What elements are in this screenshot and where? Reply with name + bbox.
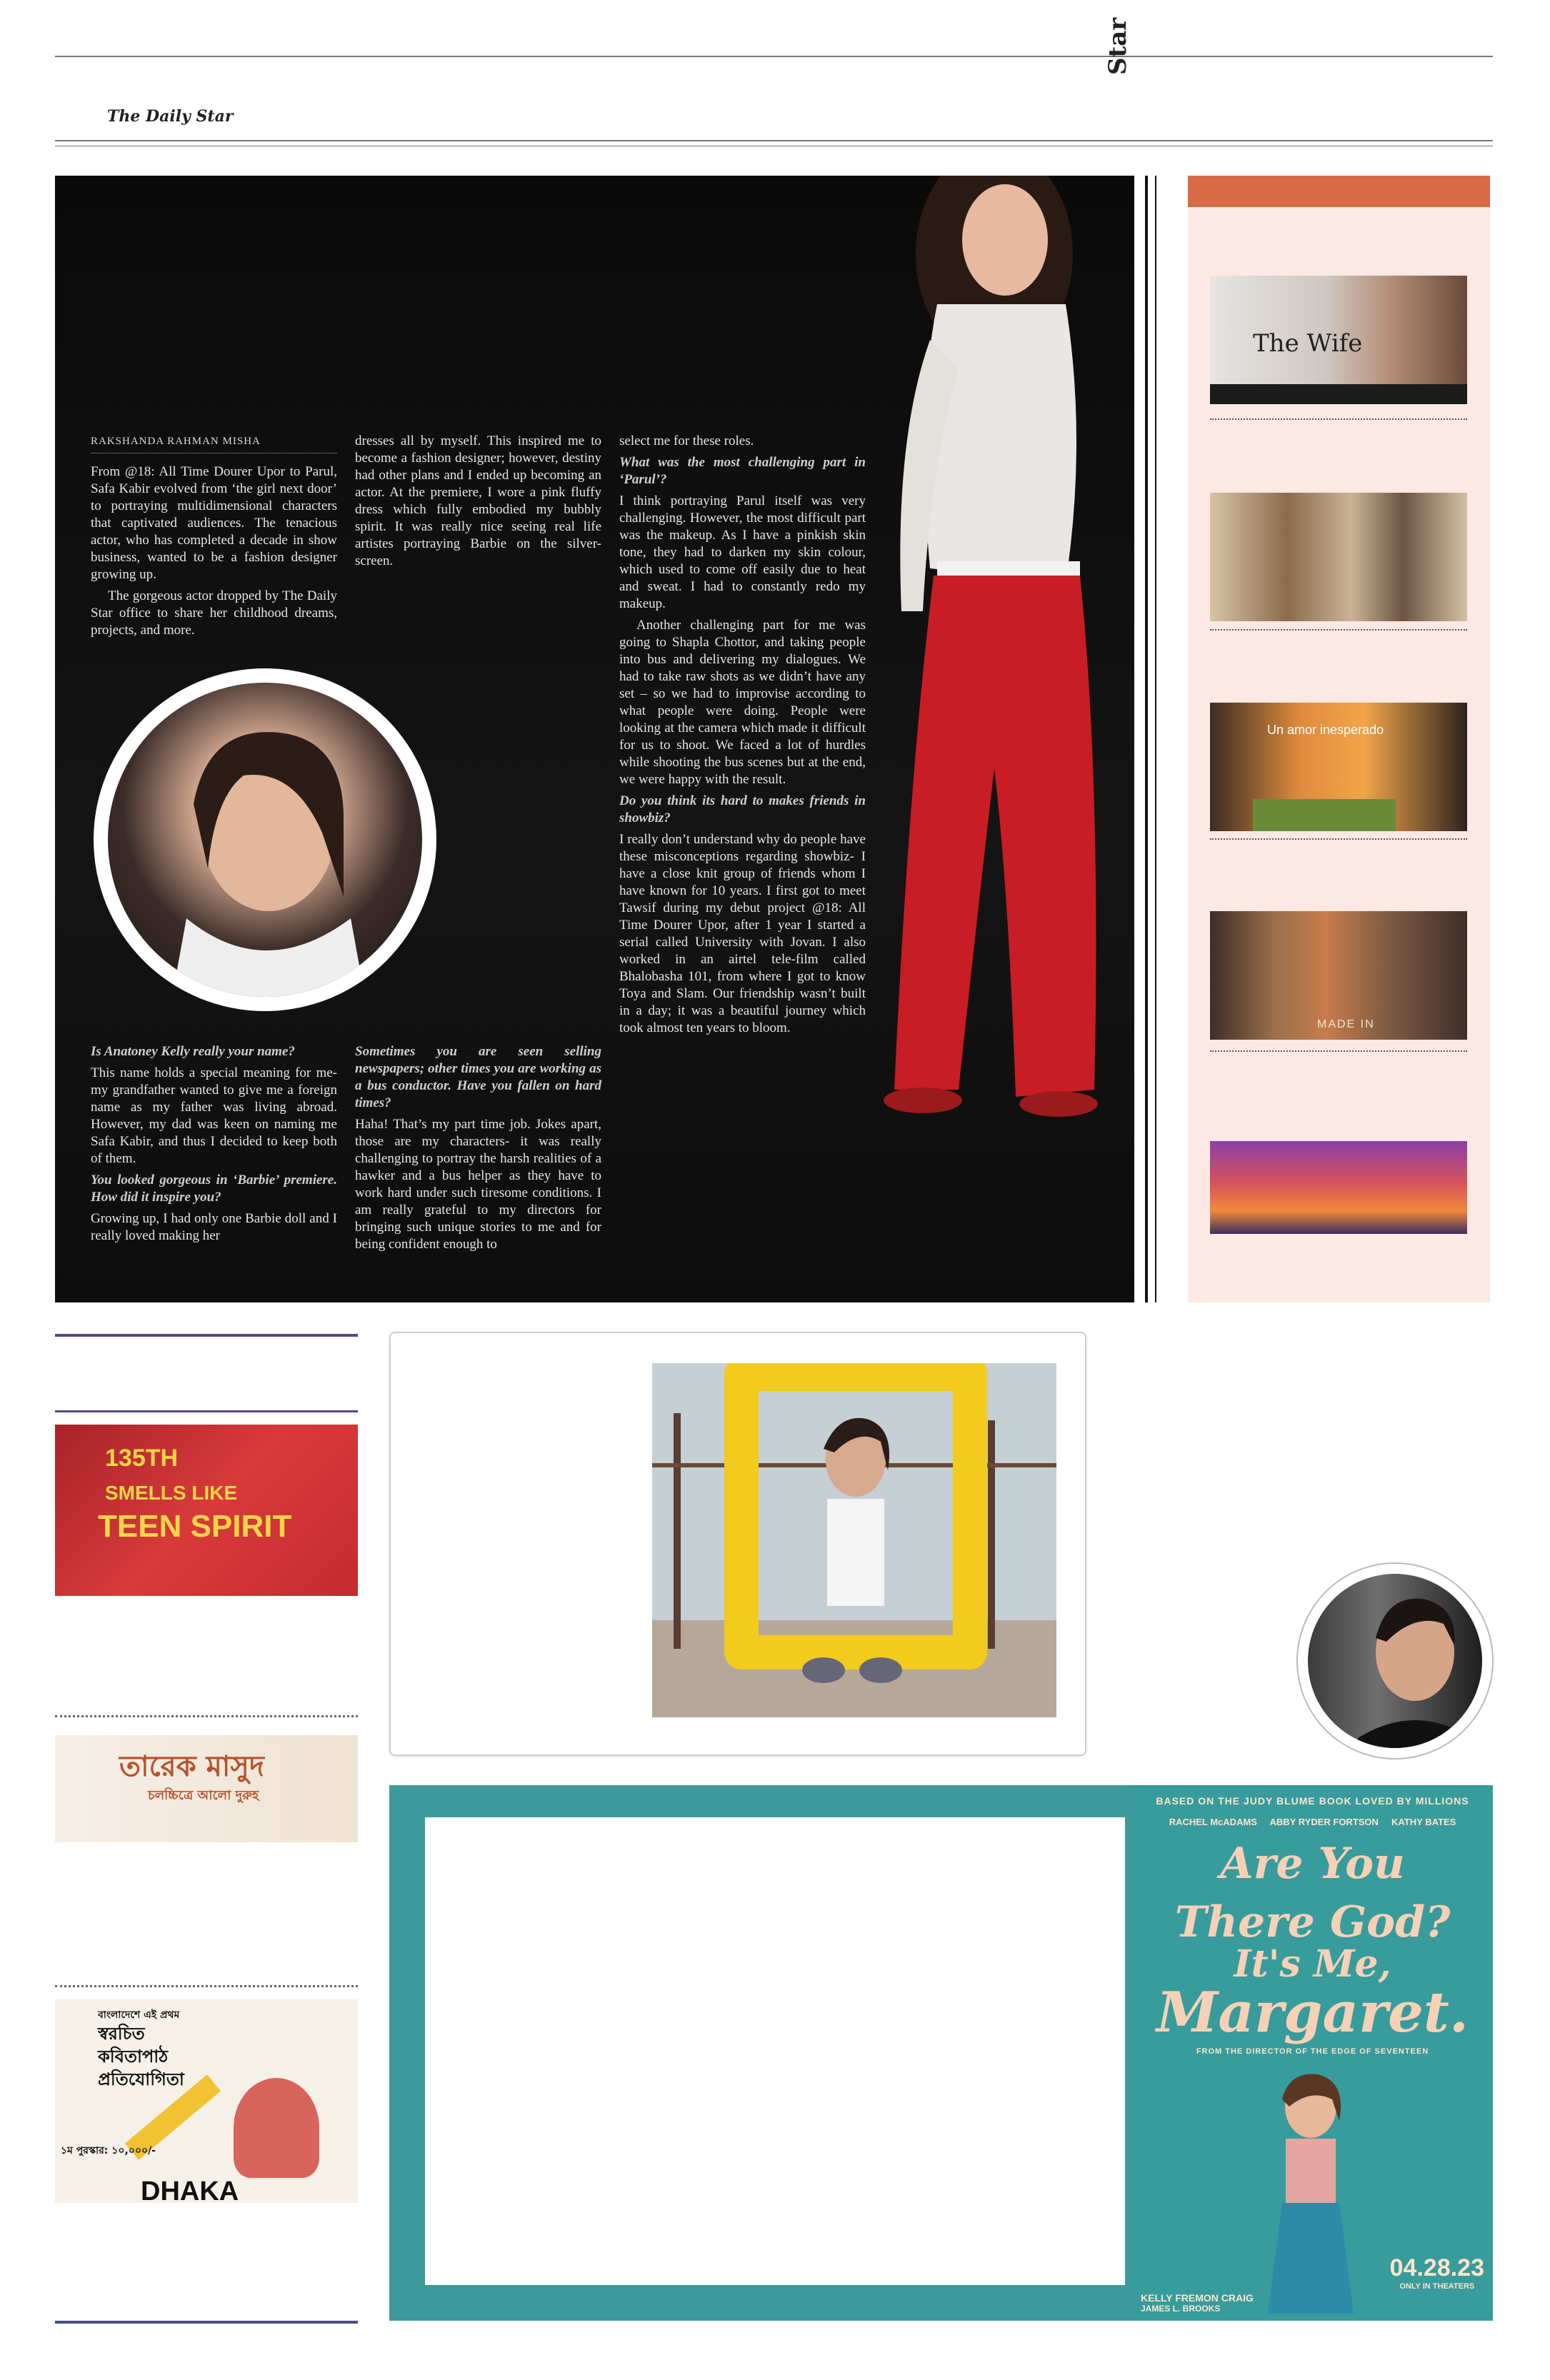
poster-cast bbox=[1132, 1817, 1493, 1827]
intro-paragraph: The gorgeous actor dropped by The Daily Star office to share her childhood dreams, projects, and more. bbox=[91, 588, 337, 638]
sidebar-panel bbox=[1188, 176, 1490, 1302]
sidebar-separator bbox=[1210, 1050, 1467, 1052]
small-portrait-illustration bbox=[1308, 1574, 1482, 1748]
col1-answer: This name holds a special meaning for me- my grandfather wanted to give me a foreign name as my father was living abroad. However, my dad was keen on naming me Safa Kabir, and thus I decided to keep both of them. bbox=[91, 1065, 337, 1166]
intro-paragraph: From @18: All Time Dourer Upor to Parul, Safa Kabir evolved from ‘the girl next door’ to portraying multidimensional characters that captivated audiences. The tenacious actor, who has completed a decade in show business, wanted to be a fashion designer growing up. bbox=[91, 464, 337, 582]
poster-title-line3: It's Me, bbox=[1234, 1942, 1391, 1986]
column-2-top bbox=[355, 433, 601, 574]
ad-tareque-masud[interactable] bbox=[55, 1735, 358, 1842]
column-3 bbox=[619, 433, 866, 1041]
ad-separator bbox=[55, 1715, 358, 1717]
poster-director-line: FROM THE DIRECTOR OF THE EDGE OF SEVENTEEN bbox=[1196, 2047, 1429, 2056]
poster-credits bbox=[1141, 2292, 1254, 2314]
header-rule-1 bbox=[55, 140, 1493, 141]
sidebar-thumb-lane[interactable] bbox=[1210, 703, 1467, 831]
col1-answer: Growing up, I had only one Barbie doll and I really loved making her bbox=[91, 1211, 337, 1243]
thumb-dark-band bbox=[1210, 384, 1467, 404]
sidebar-thumb-guardians[interactable] bbox=[1210, 1141, 1467, 1234]
poster-tagline: BASED ON THE JUDY BLUME BOOK LOVED BY MILLIONS bbox=[1156, 1795, 1469, 1807]
poster-girl-illustration bbox=[1239, 2071, 1382, 2314]
col3-answer: I think portraying Parul itself was very challenging. However, the most difficult part was the makeup. As I have a pinkish skin tone, they had to darken my skin colour, which used to come off easily due to heat and sweat. I had to constantly redo my makeup. bbox=[619, 493, 866, 611]
photo-card[interactable] bbox=[389, 1332, 1086, 1756]
ad-teen-spirit[interactable] bbox=[55, 1425, 358, 1596]
thumb-green-band bbox=[1253, 799, 1396, 831]
poster-title-line2: There God? bbox=[1174, 1897, 1451, 1947]
column-1-bottom bbox=[91, 1043, 337, 1249]
cast-name: RACHEL McADAMS bbox=[1169, 1817, 1257, 1827]
cast-name: ABBY RYDER FORTSON bbox=[1269, 1817, 1379, 1827]
divider-line bbox=[1155, 176, 1156, 1302]
top-rule bbox=[55, 56, 1493, 57]
ad-poetry-line2: স্বরচিত bbox=[98, 2024, 145, 2044]
sidebar-thumb-made-in[interactable] bbox=[1210, 911, 1467, 1040]
movie-ad-banner[interactable] bbox=[389, 1785, 1493, 2321]
col1-question: You looked gorgeous in ‘Barbie’ premiere. How did it inspire you? bbox=[91, 1173, 337, 1205]
masthead-logo[interactable]: The Daily Star bbox=[107, 107, 234, 126]
ad-poetry-prize: ১ম পুরস্কার: ১০,০০০/- bbox=[61, 2145, 156, 2156]
ad-poetry-competition[interactable] bbox=[55, 1999, 358, 2203]
ad-teen-spirit-line3: TEEN SPIRIT bbox=[98, 1509, 292, 1544]
model-photo bbox=[851, 176, 1134, 1225]
credit-producer: JAMES L. BROOKS bbox=[1141, 2304, 1221, 2314]
release-date: 04.28.23 bbox=[1389, 2254, 1484, 2281]
poster-title-line4: Margaret. bbox=[1156, 1980, 1469, 2045]
thumb-title: MADE IN bbox=[1317, 1018, 1375, 1030]
section-rule bbox=[55, 2321, 358, 2324]
thumb-title: Un amor inesperado bbox=[1267, 723, 1384, 737]
cast-name: KATHY BATES bbox=[1391, 1817, 1456, 1827]
col2-paragraph: dresses all by myself. This inspired me to become a fashion designer; however, destiny had other plans and I ended up becoming an actor. At the premiere, I wore a pink fluffy dress which fully embodied my bubbly spirit. It was really nice seeing real life artistes portraying Barbie on the silver-screen. bbox=[355, 433, 601, 568]
column-1 bbox=[91, 433, 337, 643]
col1-question: Is Anatoney Kelly really your name? bbox=[91, 1044, 295, 1059]
col2-question: Sometimes you are seen selling newspapers; other times you are working as a bus conductor. Have you fallen on hard times? bbox=[355, 1044, 601, 1110]
col3-question: What was the most challenging part in ‘Parul’? bbox=[619, 455, 866, 487]
marigold-frame-photo bbox=[652, 1363, 1056, 1717]
photo-illustration bbox=[652, 1363, 1056, 1717]
small-portrait-photo bbox=[1308, 1574, 1482, 1748]
sidebar-thumb-the-wife[interactable] bbox=[1210, 276, 1467, 404]
sidebar-accent-bar bbox=[1188, 176, 1490, 207]
col3-answer: select me for these roles. bbox=[619, 433, 754, 448]
section-rule bbox=[55, 1334, 358, 1337]
ad-poetry-line4: প্রতিযোগিতা bbox=[98, 2069, 184, 2089]
divider-line bbox=[1145, 176, 1148, 1302]
section-rule bbox=[55, 1410, 358, 1412]
interview-portrait bbox=[94, 668, 436, 1011]
credit-director: KELLY FREMON CRAIG bbox=[1141, 2292, 1254, 2304]
portrait-face-illustration bbox=[108, 683, 422, 997]
poet-illustration bbox=[234, 2078, 319, 2178]
ad-poetry-line1: বাংলাদেশে এই প্রথম bbox=[98, 2009, 180, 2021]
ad-poetry-city: DHAKA bbox=[141, 2176, 239, 2203]
in-theaters: ONLY IN THEATERS bbox=[1399, 2282, 1475, 2291]
ad-tareque-subtitle: চলচ্চিত্রে আলো দুরুহ bbox=[148, 1788, 259, 1803]
thumb-title: The Wife bbox=[1253, 329, 1363, 358]
section-star-logo[interactable]: Star bbox=[1104, 17, 1132, 75]
ad-tareque-title: তারেক মাসুদ bbox=[119, 1750, 264, 1783]
col3-answer: I really don’t understand why do people have these misconceptions regarding showbiz- I have a close knit group of friends whom I have known for 10 years. I first got to meet Tawsif during my debut project @18: All Time Dourer Upor, after 1 year I started a serial called University with Jovan. I also worked in an airtel tele-film called Bhalobasha 101, from where I got to know Toya and Slam. Our friendship wasn’t built in a day; it was a beautiful journey which took almost ten years to bloom. bbox=[619, 832, 866, 1035]
ad-blank-space bbox=[425, 1817, 1125, 2285]
poster-title-line1: Are You bbox=[1220, 1839, 1405, 1889]
ad-separator bbox=[55, 1985, 358, 1987]
sidebar-thumb-movie-2[interactable] bbox=[1210, 493, 1467, 621]
ad-teen-spirit-line1: 135TH bbox=[105, 1445, 179, 1472]
movie-poster[interactable] bbox=[1132, 1785, 1493, 2321]
col2-answer: Haha! That’s my part time job. Jokes apart, those are my characters- it was really challenging to portray the harsh realities of a hawker and a bus helper as they have to work hard under such tiresome conditions. I am really grateful to my directors for bringing such unique stories to me and for being confident enough to bbox=[355, 1117, 601, 1252]
feature-spread bbox=[55, 176, 1134, 1302]
byline: RAKSHANDA RAHMAN MISHA bbox=[91, 433, 337, 453]
ad-teen-spirit-line2: SMELLS LIKE bbox=[105, 1482, 238, 1504]
sidebar-separator bbox=[1210, 629, 1467, 631]
small-portrait-circle[interactable] bbox=[1298, 1564, 1492, 1758]
col3-question: Do you think its hard to makes friends in showbiz? bbox=[619, 793, 866, 825]
ad-poetry-line3: কবিতাপাঠ bbox=[98, 2047, 169, 2067]
sidebar-separator bbox=[1210, 418, 1467, 420]
column-2-bottom bbox=[355, 1043, 601, 1257]
col3-answer: Another challenging part for me was going to Shapla Chottor, and taking people into bus and delivering my dialogues. We had to take raw shots as we didn’t have any set – so we had to improvise according to what people were doing. People were looking at the camera which made it difficult for us to shoot. We faced a lot of hurdles while shooting the bus scenes but at the end, we were happy with the result. bbox=[619, 618, 866, 787]
poster-release-date bbox=[1390, 2254, 1484, 2291]
sidebar-separator bbox=[1210, 838, 1467, 840]
